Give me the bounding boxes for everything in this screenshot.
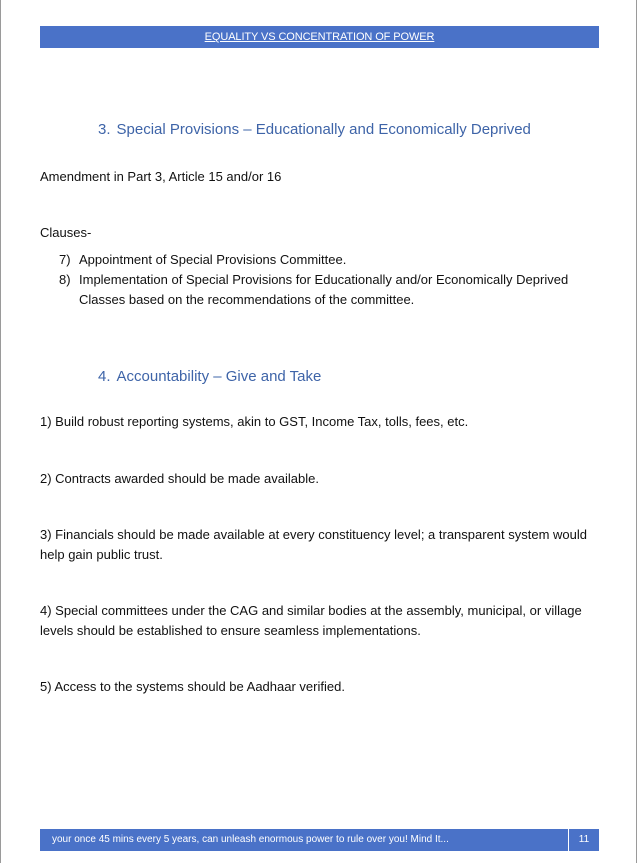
section-3-title: Special Provisions – Educationally and Economically Deprived [116, 121, 531, 138]
page-header-bar [40, 26, 599, 48]
clause-item-7 [59, 250, 604, 270]
accountability-point-3: 3) Financials should be made available at every constituency level; a transparent system would help gain public trust. [40, 527, 588, 562]
clause-text: Appointment of Special Provisions Committee. [79, 252, 347, 267]
accountability-point-1: 1) Build robust reporting systems, akin to GST, Income Tax, tolls, fees, etc. [40, 414, 469, 429]
clause-text: Implementation of Special Provisions for Educationally and/or Economically Deprived Classes based on the recommendations of the committee. [79, 272, 569, 307]
clause-marker: 7) [59, 252, 71, 267]
section-4-title: Accountability – Give and Take [116, 368, 322, 385]
clause-marker: 8) [59, 272, 71, 287]
section-4-number: 4. [98, 368, 111, 385]
page-footer-bar [40, 829, 599, 851]
section-4-heading [98, 368, 321, 385]
section-3-number: 3. [98, 121, 111, 138]
footer-tagline: your once 45 mins every 5 years, can unleash enormous power to rule over you! Mind It... [52, 834, 449, 845]
accountability-point-5: 5) Access to the systems should be Aadhaar verified. [40, 679, 345, 694]
accountability-point-4: 4) Special committees under the CAG and similar bodies at the assembly, municipal, or village levels should be established to ensure seamless implementations. [40, 603, 582, 638]
clause-item-8 [59, 270, 604, 310]
amendment-text: Amendment in Part 3, Article 15 and/or 16 [40, 169, 282, 184]
accountability-point-2: 2) Contracts awarded should be made available. [40, 471, 319, 486]
header-title: EQUALITY VS CONCENTRATION OF POWER [204, 31, 435, 43]
page-number: 11 [568, 829, 599, 851]
section-3-heading [98, 121, 531, 138]
clauses-label: Clauses- [40, 225, 92, 240]
